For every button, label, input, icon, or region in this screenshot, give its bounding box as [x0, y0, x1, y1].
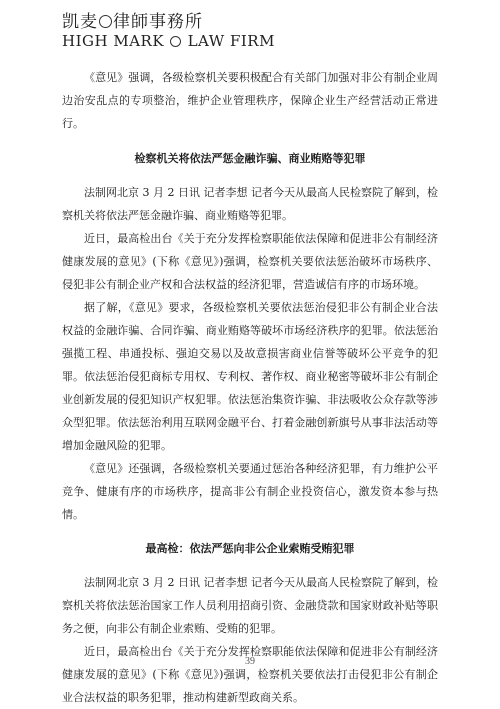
- paragraph: 据了解，《意见》要求，各级检察机关要依法惩治侵犯非公有制企业合法权益的金融诈骗、合同诈骗、商业贿赂等破坏市场经济秩序的犯罪。依法惩治强揽工程、串通投标、强迫交易以及故意损害商业信誉等破坏公平竞争的犯罪。依法惩治侵犯商标专用权、专利权、著作权、商业秘密等破坏非公有制企业创新发展的侵犯知识产权犯罪。依法惩治集资诈骗、非法吸收公众存款等涉众型犯罪。依法惩治利用互联网金融平台、打着金融创新旗号从事非法活动等增加金融风险的犯罪。: [62, 301, 438, 452]
- section-title: 最高检：依法严惩向非公企业索贿受贿犯罪: [145, 542, 355, 555]
- logo-seal-small-icon: [170, 36, 181, 47]
- logo-en-part-1: HIGH MARK: [62, 32, 165, 50]
- paragraph: 近日，最高检出台《关于充分发挥检察职能依法保障和促进非公有制经济健康发展的意见》(下称《意见》)强调，检察机关要依法惩治破坏市场秩序、侵犯非公有制企业产权和合法权益的经济犯罪，营造诚信有序的市场环境。: [62, 232, 438, 291]
- paragraph: 法制网北京 3 月 2 日讯 记者李想 记者今天从最高人民检察院了解到，检察机关将依法严惩金融诈骗、商业贿赂等犯罪。: [62, 186, 438, 222]
- firm-logo-english: [62, 32, 282, 50]
- paragraph: 《意见》还强调，各级检察机关要通过惩治各种经济犯罪，有力维护公平竞争、健康有序的市场秩序，提高非公有制企业投资信心，激发资本参与热情。: [62, 462, 438, 521]
- firm-logo-chinese: [62, 12, 282, 32]
- paragraph: 法制网北京 3 月 2 日讯 记者李想 记者今天从最高人民检察院了解到，检察机关将依法惩治国家工作人员利用招商引资、金融贷款和国家财政补贴等职务之便，向非公有制企业索贿、受贿的犯罪。: [62, 576, 438, 635]
- firm-logo: [62, 12, 282, 50]
- logo-en-part-2: LAW FIRM: [187, 32, 275, 50]
- paragraph: 近日，最高检出台《关于充分发挥检察职能依法保障和促进非公有制经济健康发展的意见》(下称《意见》)强调，检察机关要依法打击侵犯非公有制企业合法权益的职务犯罪，推动构建新型政商关系。: [62, 645, 438, 704]
- page-number: 39: [245, 656, 255, 667]
- logo-cn-part-1: 凯麦: [62, 12, 98, 32]
- logo-cn-part-2: 律師事務所: [113, 12, 203, 32]
- paragraph: 《意见》强调，各级检察机关要积极配合有关部门加强对非公有制企业周边治安乱点的专项整治，维护企业管理秩序，保障企业生产经营活动正常进行。: [62, 71, 438, 130]
- logo-seal-icon: [99, 15, 112, 28]
- section-title: 检察机关将依法严惩金融诈骗、商业贿赂等犯罪: [134, 152, 366, 165]
- document-body: [62, 66, 438, 709]
